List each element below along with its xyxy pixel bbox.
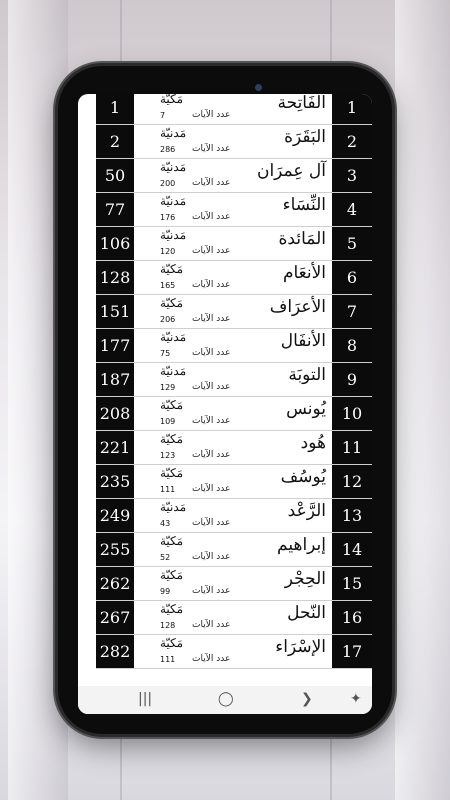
verse-start-number: 267 (96, 601, 134, 634)
phone-screen (78, 94, 372, 714)
surah-name: هُود (300, 433, 326, 453)
verse-start-number: 221 (96, 431, 134, 464)
surah-type: مَكيّة (160, 296, 184, 310)
surah-row[interactable] (96, 363, 372, 397)
surah-type: مَدنيّة (160, 194, 187, 208)
surah-index: 3 (332, 159, 372, 192)
verse-start-number: 77 (96, 193, 134, 226)
verse-start-number: 2 (96, 125, 134, 158)
surah-name: يُوسُف (280, 467, 326, 487)
surah-index: 13 (332, 499, 372, 532)
surah-index: 12 (332, 465, 372, 498)
surah-index: 7 (332, 295, 372, 328)
verse-count: 75 (160, 349, 171, 358)
verse-count-label: عدد الآيات (192, 416, 231, 426)
surah-index: 8 (332, 329, 372, 362)
verse-count: 109 (160, 417, 176, 426)
verse-count-label: عدد الآيات (192, 484, 231, 494)
verse-start-number: 106 (96, 227, 134, 260)
verse-count-label: عدد الآيات (192, 620, 231, 630)
surah-row[interactable] (96, 295, 372, 329)
verse-start-number: 187 (96, 363, 134, 396)
verse-count-label: عدد الآيات (192, 212, 231, 222)
surah-name: الرَّعْد (287, 501, 326, 521)
verse-count: 200 (160, 179, 176, 188)
surah-name: الأعرَاف (269, 297, 326, 317)
verse-count: 129 (160, 383, 176, 392)
verse-count-label: عدد الآيات (192, 654, 231, 664)
surah-index: 1 (332, 94, 372, 124)
surah-type: مَدنيّة (160, 228, 187, 242)
verse-start-number: 255 (96, 533, 134, 566)
verse-count-label: عدد الآيات (192, 382, 231, 392)
surah-type: مَكيّة (160, 466, 184, 480)
surah-row[interactable] (96, 601, 372, 635)
surah-index: 17 (332, 635, 372, 668)
surah-row[interactable] (96, 125, 372, 159)
verse-count-label: عدد الآيات (192, 144, 231, 154)
accessibility-icon[interactable]: ✦ (350, 691, 362, 707)
verse-count-label: عدد الآيات (192, 518, 231, 528)
phone-frame (58, 66, 392, 734)
surah-name: يُونس (286, 399, 326, 419)
verse-count: 286 (160, 145, 176, 154)
verse-start-number: 262 (96, 567, 134, 600)
surah-index: 15 (332, 567, 372, 600)
verse-count-label: عدد الآيات (192, 348, 231, 358)
surah-row[interactable] (96, 227, 372, 261)
verse-count-label: عدد الآيات (192, 552, 231, 562)
surah-index: 2 (332, 125, 372, 158)
surah-type: مَكيّة (160, 94, 184, 106)
surah-type: مَدنيّة (160, 160, 187, 174)
surah-name: الحِجْر (284, 569, 326, 589)
surah-row[interactable] (96, 635, 372, 669)
surah-type: مَدنيّة (160, 126, 187, 140)
verse-count: 206 (160, 315, 176, 324)
verse-start-number: 1 (96, 94, 134, 124)
surah-name: الإسْرَاء (275, 637, 326, 657)
surah-row[interactable] (96, 431, 372, 465)
surah-name: آل عِمرَان (256, 161, 326, 181)
surah-list[interactable] (96, 94, 372, 686)
surah-type: مَكيّة (160, 602, 184, 616)
surah-type: مَدنيّة (160, 500, 187, 514)
verse-count: 99 (160, 587, 171, 596)
verse-count: 111 (160, 655, 176, 664)
surah-index: 10 (332, 397, 372, 430)
surah-row[interactable] (96, 533, 372, 567)
surah-index: 14 (332, 533, 372, 566)
verse-start-number: 128 (96, 261, 134, 294)
surah-row[interactable] (96, 94, 372, 125)
verse-count: 52 (160, 553, 171, 562)
surah-type: مَكيّة (160, 568, 184, 582)
verse-count-label: عدد الآيات (192, 178, 231, 188)
recent-apps-icon[interactable]: ||| (138, 691, 153, 707)
verse-start-number: 151 (96, 295, 134, 328)
verse-start-number: 50 (96, 159, 134, 192)
surah-name: المَائدة (278, 229, 326, 249)
verse-count-label: عدد الآيات (192, 450, 231, 460)
surah-type: مَكيّة (160, 398, 184, 412)
surah-name: البَقَرَة (284, 127, 326, 147)
verse-count: 176 (160, 213, 176, 222)
surah-name: النِّسَاء (282, 195, 326, 215)
verse-count-label: عدد الآيات (192, 280, 231, 290)
surah-type: مَكيّة (160, 432, 184, 446)
camera-icon (255, 84, 262, 91)
surah-row[interactable] (96, 193, 372, 227)
verse-count-label: عدد الآيات (192, 586, 231, 596)
verse-count-label: عدد الآيات (192, 246, 231, 256)
verse-start-number: 282 (96, 635, 134, 668)
verse-start-number: 249 (96, 499, 134, 532)
surah-index: 6 (332, 261, 372, 294)
surah-row[interactable] (96, 329, 372, 363)
surah-type: مَكيّة (160, 262, 184, 276)
android-nav-bar (78, 686, 372, 714)
surah-index: 5 (332, 227, 372, 260)
background-pillar-right (395, 0, 450, 800)
verse-count: 120 (160, 247, 176, 256)
surah-index: 9 (332, 363, 372, 396)
surah-type: مَدنيّة (160, 330, 187, 344)
surah-type: مَدنيّة (160, 364, 187, 378)
surah-type: مَكيّة (160, 534, 184, 548)
surah-index: 16 (332, 601, 372, 634)
surah-name: التوبَة (288, 365, 326, 385)
verse-start-number: 208 (96, 397, 134, 430)
surah-row[interactable] (96, 397, 372, 431)
phone-notch (204, 66, 344, 84)
surah-row[interactable] (96, 159, 372, 193)
back-icon[interactable]: ❯ (301, 691, 313, 707)
verse-count-label: عدد الآيات (192, 110, 231, 120)
verse-count-label: عدد الآيات (192, 314, 231, 324)
surah-name: إبراهيم (277, 535, 326, 555)
surah-name: النّحل (287, 603, 326, 623)
verse-count: 165 (160, 281, 176, 290)
verse-count: 7 (160, 111, 166, 120)
verse-start-number: 177 (96, 329, 134, 362)
surah-name: الأنفَال (280, 331, 326, 351)
surah-row[interactable] (96, 567, 372, 601)
surah-row[interactable] (96, 465, 372, 499)
surah-name: الأنعَام (282, 263, 326, 283)
verse-count: 111 (160, 485, 176, 494)
surah-row[interactable] (96, 499, 372, 533)
verse-count: 123 (160, 451, 176, 460)
surah-type: مَكيّة (160, 636, 184, 650)
surah-index: 11 (332, 431, 372, 464)
surah-index: 4 (332, 193, 372, 226)
surah-name: الفَاتِحة (277, 94, 326, 113)
verse-count: 43 (160, 519, 171, 528)
verse-count: 128 (160, 621, 176, 630)
home-icon[interactable]: ◯ (218, 691, 234, 707)
verse-start-number: 235 (96, 465, 134, 498)
surah-row[interactable] (96, 261, 372, 295)
